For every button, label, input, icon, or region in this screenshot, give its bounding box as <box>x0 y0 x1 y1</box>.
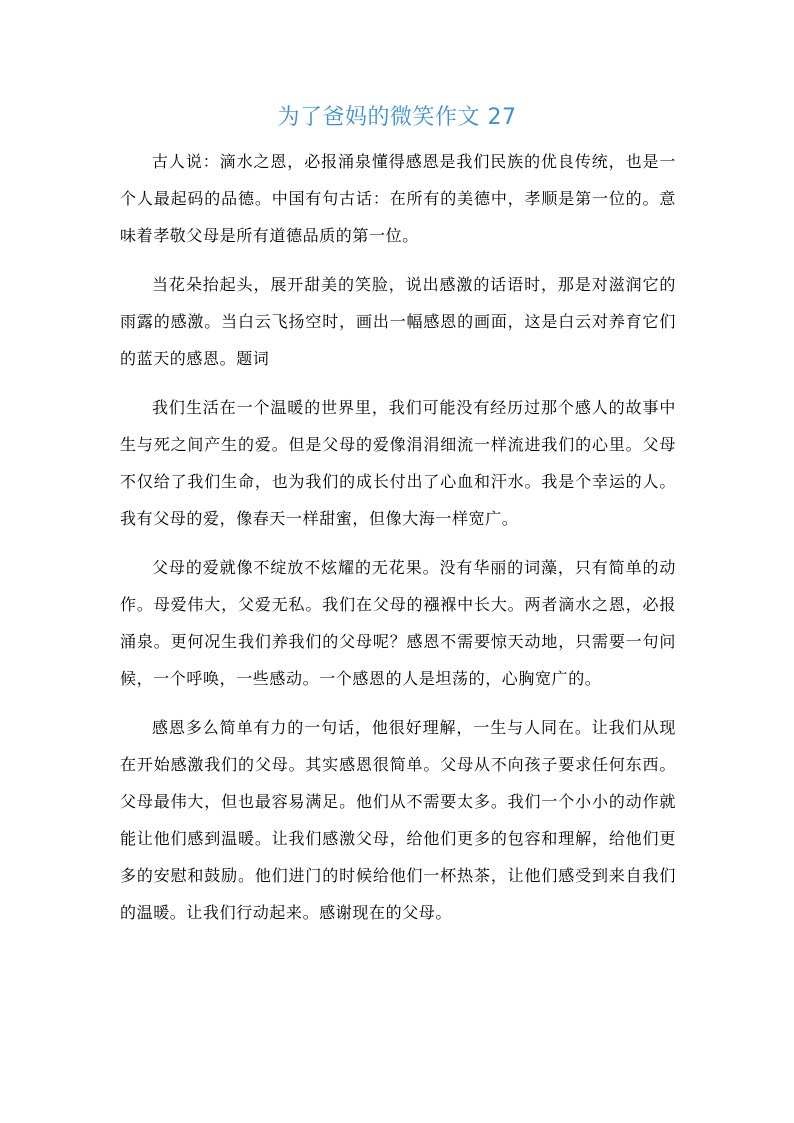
paragraph-3: 我们生活在一个温暖的世界里，我们可能没有经历过那个感人的故事中生与死之间产生的爱。但是父母的爱像涓涓细流一样流进我们的心里。父母不仅给了我们生命，也为我们的成长付出了心血和汗水。我是个幸运的人。我有父母的爱，像春天一样甜蜜，但像大海一样宽广。 <box>120 398 676 528</box>
document-title: 为了爸妈的微笑作文 27 <box>277 105 517 130</box>
paragraph-2: 当花朵抬起头，展开甜美的笑脸，说出感激的话语时，那是对滋润它的雨露的感激。当白云飞扬空时，画出一幅感恩的画面，这是白云对养育它们的蓝天的感恩。题词 <box>120 275 676 368</box>
document-body <box>120 143 676 943</box>
paragraph-4: 父母的爱就像不绽放不炫耀的无花果。没有华丽的词藻，只有简单的动作。母爱伟大，父爱无私。我们在父母的襁褓中长大。两者滴水之恩，必报涌泉。更何况生我们养我们的父母呢？感恩不需要惊天动地，只需要一句问候，一个呼唤，一些感动。一个感恩的人是坦荡的，心胸宽广的。 <box>120 558 676 688</box>
paragraph-5: 感恩多么简单有力的一句话，他很好理解，一生与人同在。让我们从现在开始感激我们的父母。其实感恩很简单。父母从不向孩子要求任何东西。父母最伟大，但也最容易满足。他们从不需要太多。我们一个小小的动作就能让他们感到温暖。让我们感激父母，给他们更多的包容和理解，给他们更多的安慰和鼓励。他们进门的时候给他们一杯热茶，让他们感受到来自我们的温暖。让我们行动起来。感谢现在的父母。 <box>120 718 676 922</box>
paragraph-1: 古人说：滴水之恩，必报涌泉懂得感恩是我们民族的优良传统，也是一个人最起码的品德。中国有句古话：在所有的美德中，孝顺是第一位的。意味着孝敬父母是所有道德品质的第一位。 <box>120 152 676 245</box>
